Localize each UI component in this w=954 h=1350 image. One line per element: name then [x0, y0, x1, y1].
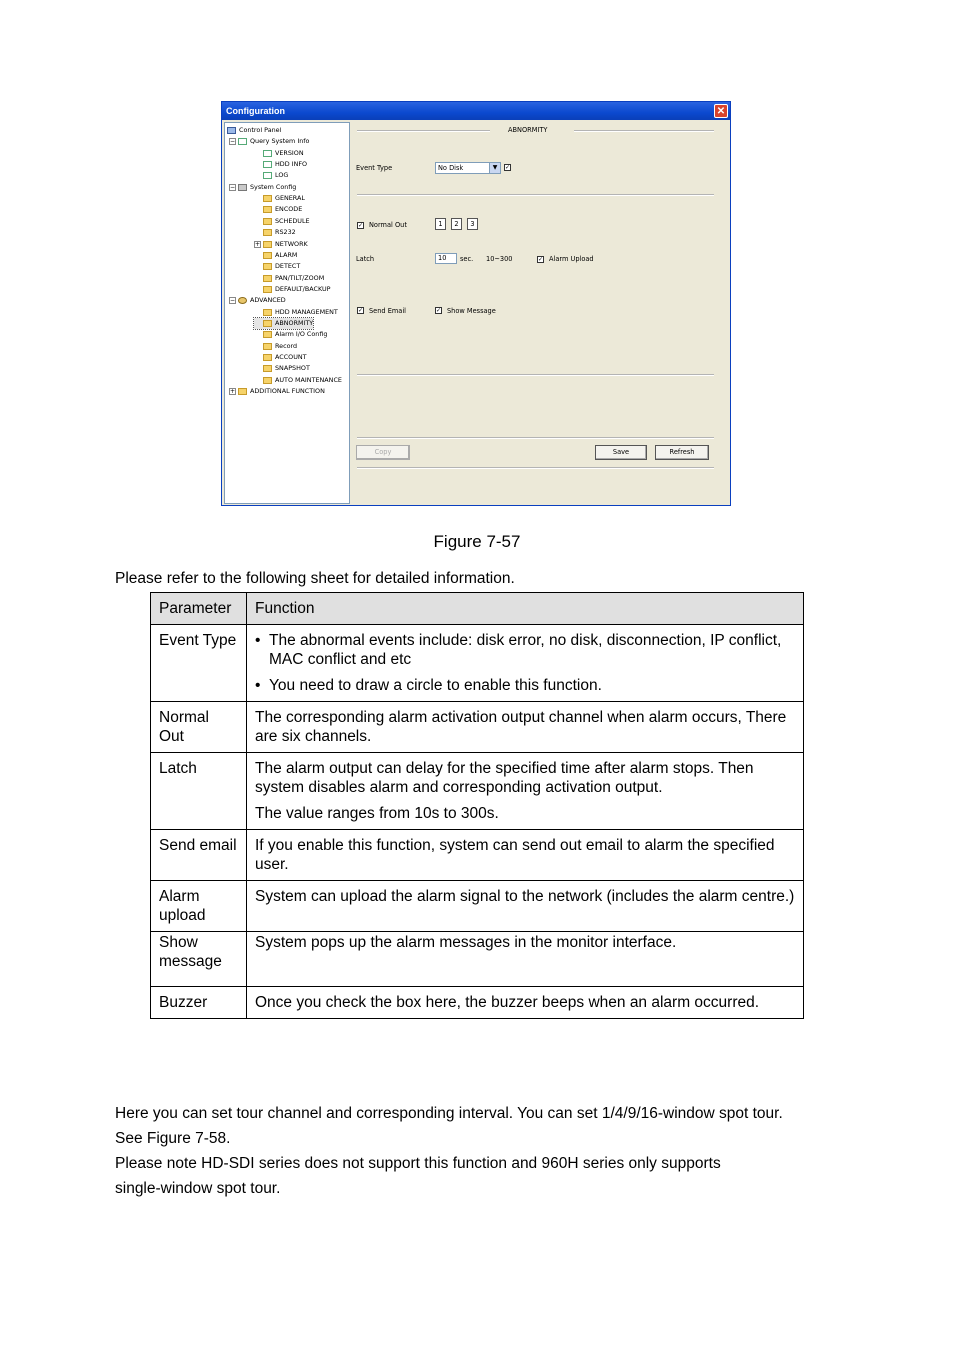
- tree-item-label: VERSION: [275, 148, 304, 157]
- page-icon: [263, 150, 272, 157]
- folder-icon: [263, 320, 272, 327]
- param-cell: Latch: [151, 753, 247, 830]
- tree-item-label: GENERAL: [275, 194, 305, 203]
- tree-item-label: PAN/TILT/ZOOM: [275, 273, 325, 282]
- table-row: [151, 987, 804, 1019]
- parameter-table: [150, 592, 804, 1019]
- param-cell: Send email: [151, 830, 247, 881]
- divider: [357, 130, 490, 132]
- tree-item-label: Record: [275, 341, 298, 350]
- tree-item-label: Alarm I/O Config: [275, 330, 328, 339]
- param-cell: Alarm upload: [151, 881, 247, 932]
- folder-icon: [238, 388, 247, 395]
- tree-item[interactable]: [254, 216, 310, 227]
- tree-item[interactable]: [254, 227, 296, 238]
- navigation-tree: [224, 122, 350, 504]
- panel-heading: ABNORMITY: [508, 126, 548, 134]
- normal-out-label: Normal Out: [369, 221, 407, 229]
- tree-item[interactable]: [229, 386, 325, 397]
- tree-item[interactable]: [227, 125, 281, 136]
- folder-icon: [263, 218, 272, 225]
- latch-unit: sec.: [460, 255, 474, 263]
- tree-item[interactable]: [254, 250, 297, 261]
- tree-item[interactable]: [254, 375, 342, 386]
- param-cell: Normal Out: [151, 702, 247, 753]
- function-cell: The corresponding alarm activation output channel when alarm occurs, There are six channels.: [247, 702, 804, 753]
- expand-icon[interactable]: +: [230, 388, 236, 396]
- event-type-value: No Disk: [438, 164, 464, 172]
- tree-item[interactable]: [229, 295, 286, 306]
- tree-item-label: ALARM: [275, 250, 298, 259]
- bullet-item: • The abnormal events include: disk error, no disk, disconnection, IP conflict, MAC conflict and etc: [255, 631, 795, 669]
- gear-icon: [238, 297, 247, 304]
- normal-out-checkbox[interactable]: ✓: [358, 222, 364, 229]
- folder-icon: [263, 229, 272, 236]
- send-email-checkbox[interactable]: ✓: [358, 307, 364, 314]
- bullet-item: • You need to draw a circle to enable this function.: [255, 676, 795, 695]
- table-row: [151, 932, 804, 987]
- window-title: Configuration: [226, 106, 285, 116]
- page-icon: [263, 161, 272, 168]
- folder-icon: [263, 195, 272, 202]
- collapse-icon[interactable]: −: [230, 138, 236, 146]
- tree-item[interactable]: [254, 341, 297, 352]
- divider: [357, 194, 714, 196]
- close-icon[interactable]: ✕: [714, 104, 728, 118]
- tree-item[interactable]: [254, 284, 331, 295]
- tree-item-label: System Config: [250, 182, 297, 191]
- tree-item-label: ADDITIONAL FUNCTION: [250, 387, 325, 396]
- folder-icon: [263, 263, 272, 270]
- function-cell: System pops up the alarm messages in the monitor interface.: [247, 932, 804, 987]
- intro-text: Please refer to the following sheet for detailed information.: [115, 570, 515, 587]
- send-email-label: Send Email: [369, 307, 406, 315]
- collapse-icon[interactable]: −: [230, 297, 236, 305]
- folder-icon: [263, 286, 272, 293]
- function-text: The value ranges from 10s to 300s.: [255, 805, 499, 822]
- tree-item-label: ABNORMITY: [275, 318, 314, 327]
- param-cell: Event Type: [151, 625, 247, 702]
- computer-icon: [227, 127, 236, 134]
- tree-item[interactable]: [254, 318, 313, 329]
- tree-item[interactable]: [254, 329, 327, 340]
- tree-item-label: ACCOUNT: [275, 353, 307, 361]
- folder-icon: [263, 354, 272, 361]
- show-message-checkbox[interactable]: ✓: [436, 307, 442, 314]
- tree-item-label: AUTO MAINTENANCE: [275, 375, 342, 384]
- tool-icon: [238, 184, 247, 191]
- tree-item[interactable]: [254, 352, 307, 363]
- function-cell: If you enable this function, system can send out email to alarm the specified user.: [247, 830, 804, 881]
- collapse-icon[interactable]: −: [230, 183, 236, 191]
- table-row: [151, 625, 804, 702]
- tree-item[interactable]: [254, 193, 305, 204]
- channel-1-button[interactable]: 1: [435, 218, 446, 230]
- function-cell: [247, 753, 804, 830]
- tree-item[interactable]: [254, 239, 308, 250]
- figure-caption: Figure 7-57: [433, 532, 521, 551]
- column-header-parameter: Parameter: [151, 593, 247, 625]
- channel-2-button[interactable]: 2: [451, 218, 462, 230]
- function-cell: Once you check the box here, the buzzer beeps when an alarm occurred.: [247, 987, 804, 1019]
- folder-icon: [263, 275, 272, 282]
- tree-item-label: Query System Info: [250, 137, 310, 146]
- tree-item-label: ADVANCED: [250, 296, 286, 305]
- tree-item-label: HDD MANAGEMENT: [275, 307, 338, 316]
- tree-item-label: Control Panel: [239, 126, 282, 134]
- function-cell: System can upload the alarm signal to the network (includes the alarm centre.): [247, 881, 804, 932]
- folder-icon: [263, 241, 272, 248]
- latch-range: 10~300: [486, 255, 513, 263]
- folder-icon: [263, 377, 272, 384]
- copy-button[interactable]: Copy: [356, 445, 410, 460]
- tree-item[interactable]: [254, 273, 324, 284]
- tree-item-label: SCHEDULE: [275, 216, 310, 225]
- alarm-upload-label: Alarm Upload: [549, 255, 594, 263]
- alarm-upload-checkbox[interactable]: ✓: [538, 256, 544, 263]
- tree-item[interactable]: [254, 261, 300, 272]
- page-icon: [238, 138, 247, 145]
- divider: [574, 130, 714, 132]
- channel-3-button[interactable]: 3: [467, 218, 478, 230]
- folder-icon: [263, 331, 272, 338]
- show-message-label: Show Message: [447, 307, 496, 315]
- column-header-function: Function: [247, 593, 804, 625]
- folder-icon: [263, 252, 272, 259]
- refresh-button[interactable]: Refresh: [655, 445, 709, 460]
- latch-label: Latch: [356, 255, 375, 263]
- event-type-label: Event Type: [356, 164, 393, 172]
- window-titlebar: [222, 102, 730, 120]
- configuration-window: [221, 101, 731, 506]
- folder-icon: [263, 343, 272, 350]
- tree-item-label: RS232: [275, 228, 296, 237]
- abnormity-panel: [352, 122, 730, 505]
- tree-item-label: DEFAULT/BACKUP: [275, 284, 331, 293]
- tour-paragraph-line1: Here you can set tour channel and corresponding interval. You can set 1/4/9/16-window spot tour.: [115, 1105, 783, 1122]
- table-header-row: [151, 593, 804, 625]
- tree-item-label: DETECT: [275, 262, 301, 271]
- save-button[interactable]: Save: [595, 445, 647, 460]
- tree-item[interactable]: [229, 136, 309, 147]
- event-type-select[interactable]: [435, 162, 501, 174]
- note-paragraph-line2: single-window spot tour.: [115, 1180, 281, 1197]
- tree-item-label: NETWORK: [275, 239, 308, 248]
- param-cell: Show message: [151, 932, 247, 987]
- tree-item[interactable]: [254, 307, 338, 318]
- tree-item[interactable]: [254, 170, 288, 181]
- divider: [357, 374, 714, 376]
- tour-paragraph-line2: See Figure 7-58.: [115, 1130, 231, 1147]
- divider: [357, 467, 714, 469]
- function-text: The alarm output can delay for the specified time after alarm stops. Then system disables alarm and corresponding activation output.: [255, 760, 754, 796]
- table-row: [151, 881, 804, 932]
- expand-icon[interactable]: +: [255, 240, 261, 248]
- page-icon: [263, 172, 272, 179]
- tree-item-label: LOG: [275, 171, 289, 180]
- table-row: [151, 702, 804, 753]
- param-cell: Buzzer: [151, 987, 247, 1019]
- folder-icon: [263, 365, 272, 372]
- tree-item-label: SNAPSHOT: [275, 364, 310, 373]
- folder-icon: [263, 309, 272, 316]
- tree-item[interactable]: [229, 182, 296, 193]
- function-cell: [247, 625, 804, 702]
- table-row: [151, 753, 804, 830]
- table-row: [151, 830, 804, 881]
- tree-item[interactable]: [254, 148, 304, 159]
- tree-item-label: HDD INFO: [275, 160, 308, 169]
- note-paragraph-line1: Please note HD-SDI series does not support this function and 960H series only supports: [115, 1155, 721, 1172]
- latch-input[interactable]: 10: [435, 253, 457, 264]
- event-type-enable-checkbox[interactable]: ✓: [505, 164, 511, 171]
- folder-icon: [263, 206, 272, 213]
- tree-item[interactable]: [254, 204, 302, 215]
- divider: [357, 437, 714, 439]
- tree-item-label: ENCODE: [275, 205, 303, 214]
- chevron-down-icon[interactable]: ▼: [489, 163, 500, 173]
- tree-item[interactable]: [254, 363, 310, 374]
- tree-item[interactable]: [254, 159, 307, 170]
